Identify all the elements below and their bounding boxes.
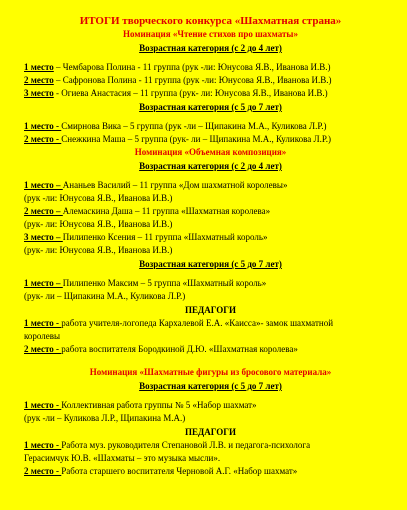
winner-text: (рук -ли: Юнусова Я.В., Иванова И.В.) <box>24 193 173 203</box>
place-label: 2 место <box>24 75 54 85</box>
winner-line <box>24 399 397 412</box>
winner-text: Пилипенко Максим – 5 группа «Шахматный король» <box>62 278 267 288</box>
winner-text: (рук -ли – Куликова Л.Р., Щипакина М.А.) <box>24 413 186 423</box>
category-heading <box>24 379 397 393</box>
nomination-heading: Номинация «Шахматные фигуры из бросового материала» <box>89 367 332 377</box>
winner-line <box>24 452 397 465</box>
winner-line <box>24 439 397 452</box>
nomination-heading: Номинация «Объемная композиция» <box>134 147 287 157</box>
winner-line <box>24 343 397 356</box>
nomination-heading: Номинация «Чтение стихов про шахматы» <box>123 29 298 39</box>
category-heading <box>24 100 397 114</box>
winner-text: Коллективная работа группы № 5 «Набор шахмат» <box>61 400 257 410</box>
winner-text: Пилипенко Ксения – 11 группа «Шахматный король» <box>62 232 268 242</box>
winner-line <box>24 205 397 218</box>
winner-text: Работа старшего воспитателя Черновой А.Г. «Набор шахмат» <box>61 466 298 476</box>
winner-line <box>24 179 397 192</box>
winner-line <box>24 74 397 87</box>
place-label: 1 место - <box>24 121 62 131</box>
winner-text: Алемаскина Даша – 11 группа «Шахматная королева» <box>62 206 271 216</box>
winner-line <box>24 277 397 290</box>
place-label: 1 место - <box>24 400 62 410</box>
winner-line <box>24 218 397 231</box>
winner-line <box>24 120 397 133</box>
winner-text: - Огиева Анастасия – 11 группа (рук- ли: Юнусова Я.В., Иванова И.В.) <box>53 88 328 98</box>
winner-text: (рук- ли – Щипакина М.А., Куликова Л.Р.) <box>24 291 186 301</box>
place-label: 1 место – <box>24 180 63 190</box>
winner-text: Снежкина Маша – 5 группа (рук- ли – Щипакина М.А., Куликова Л.Р.) <box>61 134 331 144</box>
place-label: 3 место – <box>24 232 63 242</box>
winner-text: – Сафронова Полина - 11 группа (рук -ли: Юнусова Я.В., Иванова И.В.) <box>53 75 332 85</box>
place-label: 2 место - <box>24 134 62 144</box>
place-label: 3 место <box>24 88 54 98</box>
winner-text: Работа муз. руководителя Степановой Л.В. и педагога-психолога <box>61 440 311 450</box>
place-label: 1 место – <box>24 278 63 288</box>
winner-text: (рук- ли: Юнусова Я.В., Иванова И.В.) <box>24 219 173 229</box>
winner-line <box>24 412 397 425</box>
winner-text: Герасимчук Ю.В. «Шахматы – это музыка мысли». <box>24 453 221 463</box>
teachers-heading: ПЕДАГОГИ <box>185 305 236 315</box>
winner-line <box>24 133 397 146</box>
place-label: 1 место - <box>24 318 62 328</box>
winner-text: (рук- ли: Юнусова Я.В., Иванова И.В.) <box>24 245 173 255</box>
winner-line <box>24 330 397 343</box>
category-heading <box>24 159 397 173</box>
winner-text: королевы <box>24 331 61 341</box>
place-label: 1 место - <box>24 440 62 450</box>
winner-line <box>24 317 397 330</box>
winner-text: работа учителя-логопеда Кархалевой Е.А. «Каисса»- замок шахматной <box>61 318 334 328</box>
category-label: Возрастная категория (с 2 до 4 лет) <box>139 43 282 53</box>
place-label: 2 место – <box>24 206 63 216</box>
place-label: 1 место <box>24 62 54 72</box>
winner-line <box>24 87 397 100</box>
category-label: Возрастная категория (с 2 до 4 лет) <box>139 161 282 171</box>
winner-text: Смирнова Вика – 5 группа (рук -ли – Щипакина М.А., Куликова Л.Р.) <box>61 121 327 131</box>
category-label: Возрастная категория (с 5 до 7 лет) <box>139 102 282 112</box>
document-title: ИТОГИ творческого конкурса «Шахматная страна» <box>79 15 342 27</box>
winner-text: – Чембарова Полина - 11 группа (рук -ли: Юнусова Я.В., Иванова И.В.) <box>53 62 331 72</box>
winner-line <box>24 290 397 303</box>
winner-line <box>24 465 397 478</box>
category-heading <box>24 41 397 55</box>
place-label: 2 место - <box>24 466 62 476</box>
winner-line <box>24 192 397 205</box>
winner-text: Ананьев Василий – 11 группа «Дом шахматной королевы» <box>62 180 288 190</box>
winner-line <box>24 61 397 74</box>
category-label: Возрастная категория (с 5 до 7 лет) <box>139 381 282 391</box>
winner-line <box>24 244 397 257</box>
category-label: Возрастная категория (с 5 до 7 лет) <box>139 259 282 269</box>
place-label: 2 место - <box>24 344 62 354</box>
winner-line <box>24 231 397 244</box>
teachers-heading: ПЕДАГОГИ <box>185 427 236 437</box>
category-heading <box>24 257 397 271</box>
winner-text: работа воспитателя Бородкиной Д.Ю. «Шахматная королева» <box>61 344 298 354</box>
